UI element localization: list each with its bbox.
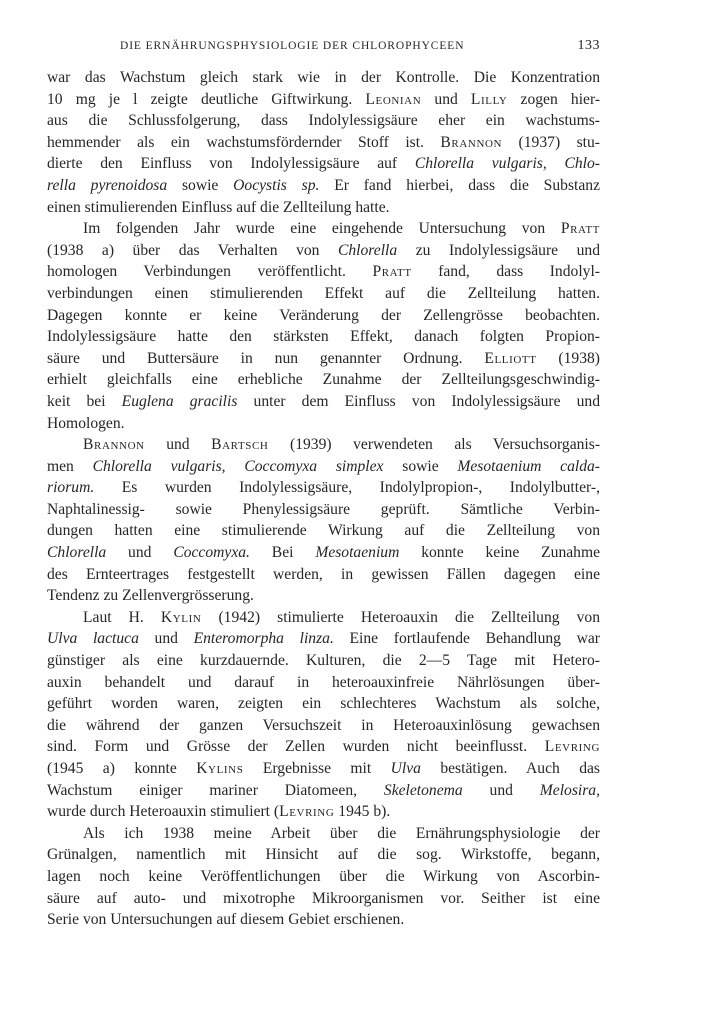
text-line [47,499,600,521]
text-run: wurde durch Heteroauxin stimuliert ( [47,803,280,821]
species-name: Chlorella vulgaris, Coccomyxa simplex [92,457,384,475]
species-name: Skeletonema [383,781,463,799]
text-run: zu Indolylessigsäure und [397,241,600,259]
text-run: Serie von Untersuchungen auf diesem Gebiet erschienen. [47,911,405,929]
text-line [47,520,600,542]
text-line [47,369,600,391]
text-line [47,564,600,586]
text-run: konnte keine Zunahme [399,544,600,562]
text-line [47,67,600,89]
text-line [47,844,600,866]
text-run: fand, dass Indolyl- [411,263,600,281]
author-name: Brannon [83,436,145,454]
text-line [47,801,600,823]
text-run: Als ich 1938 meine Arbeit über die Ernährungsphysiologie der [83,824,600,842]
paragraph [47,218,600,434]
paragraph [47,67,600,218]
text-run: Laut H. [83,608,161,626]
text-run: lagen noch keine Veröffentlichungen über die Wirkung von Ascorbin- [47,867,600,885]
text-line [47,132,600,154]
species-name: Mesotaenium [315,544,400,562]
text-line [47,585,600,607]
text-run: und [138,630,194,648]
author-name: Kylins [196,760,244,777]
text-run: hemmender als ein wachstumsfördernder Stoff ist. [47,133,441,151]
text-run: sowie [167,176,234,194]
text-line [47,305,600,327]
text-run: verbindungen einen stimulierenden Effekt auf die Zellteilung hatten. [47,284,600,302]
species-name: Mesotaenium calda- [457,457,600,475]
species-name: rella pyrenoidosa [47,176,168,194]
author-name: Lilly [470,90,508,108]
text-line [47,780,600,802]
text-run: einen stimulierenden Einfluss auf die Zellteilung hatte. [47,198,390,216]
text-line [47,736,600,758]
text-line [47,391,600,413]
text-run: men [47,457,93,475]
running-head [47,38,600,58]
text-line [47,153,600,175]
text-run: auxin behandelt und darauf in heteroauxinfreie Nährlösungen über- [47,673,600,691]
text-line [47,909,600,931]
species-name: Melosira, [539,781,600,799]
text-run: sind. Form und Grösse der Zellen wurden nicht beeinflusst. [47,738,545,756]
author-name: Brannon [440,133,503,151]
text-line [47,758,600,780]
text-line [47,348,600,370]
species-name: Euglena gracilis [121,392,238,410]
text-run: Bei [249,544,316,562]
paragraph [47,607,600,823]
text-run: (1945 a) konnte [47,760,197,777]
text-run: zogen hier- [507,90,600,108]
text-run: aus die Schlussfolgerung, dass Indolylessigsäure eher ein wachstums- [47,112,600,130]
species-name: Chlorella [337,241,398,259]
text-run: geführt worden waren, zeigten ein schlechteres Wachstum als solche, [47,695,600,713]
text-run: Homologen. [47,414,125,432]
text-run: erhielt gleichfalls eine erhebliche Zunahme der Zellteilungsgeschwindig- [47,371,600,389]
text-run: Grünalgen, namentlich mit Hinsicht auf die sog. Wirkstoffe, begann, [47,846,600,864]
text-run: Ergebnisse mit [243,760,391,777]
text-run: und [462,781,540,799]
text-run: günstiger als eine kurzdauernde. Kulturen, die 2—5 Tage mit Hetero- [47,652,600,670]
author-name: Elliott [484,349,537,367]
text-run: Tendenz zu Zellenvergrösserung. [47,587,254,605]
author-name: Leonian [365,90,422,108]
text-line [47,650,600,672]
species-name: riorum. [47,479,95,497]
text-run: Eine fortlaufende Behandlung war [333,630,600,648]
text-run: (1938 a) über das Verhalten von [47,241,338,259]
text-line [47,456,600,478]
text-line [47,542,600,564]
text-line [47,672,600,694]
text-line [47,240,600,262]
text-run: Naphtalinessig- sowie Phenylessigsäure geprüft. Sämtliche Verbin- [47,500,600,518]
text-line [47,413,600,435]
author-name: Levring [544,738,600,756]
text-run: und [106,544,174,562]
text-run: unter dem Einfluss von Indolylessigsäure und [237,392,600,410]
text-run: 1945 b). [334,803,391,821]
text-line [47,197,600,219]
text-line [47,628,600,650]
author-name: Kylin [160,608,202,626]
text-run: Es wurden Indolylessigsäure, Indolylpropion-, Indolylbutter-, [94,479,600,497]
author-name: Bartsch [211,436,269,454]
text-line [47,326,600,348]
running-title: DIE ERNÄHRUNGSPHYSIOLOGIE DER CHLOROPHYCEEN [120,40,465,52]
text-run: Er fand hierbei, dass die Substanz [319,176,600,194]
text-run: 10 mg je l zeigte deutliche Giftwirkung. [47,90,366,108]
text-line [47,110,600,132]
text-line [47,477,600,499]
text-line [47,261,600,283]
page-number: 133 [577,38,600,53]
author-name: Levring [279,803,335,821]
text-run: keit bei [47,392,122,410]
text-line [47,823,600,845]
text-line [47,866,600,888]
text-line [47,693,600,715]
species-name: Ulva lactuca [47,630,139,648]
body-text [47,67,600,931]
text-line [47,715,600,737]
text-run: die während der ganzen Versuchszeit in Heteroauxinlösung gewachsen [47,716,600,734]
text-run: dungen hatten eine stimulierende Wirkung auf die Zellteilung von [47,522,600,540]
text-run: sowie [383,457,458,475]
paragraph [47,434,600,607]
text-line [47,283,600,305]
text-run: bestätigen. Auch das [420,760,600,777]
text-line [47,175,600,197]
text-run: und [421,90,471,108]
species-name: Oocystis sp. [233,176,320,194]
species-name: Ulva [390,760,421,777]
text-run: des Ernteertrages festgestellt werden, in gewissen Fällen dagegen eine [47,565,600,583]
species-name: Chlorella vulgaris, Chlo- [414,155,600,173]
text-line [47,607,600,629]
text-line [47,89,600,111]
text-run: Im folgenden Jahr wurde eine eingehende Untersuchung von [83,220,561,238]
text-run: dierte den Einfluss von Indolylessigsäure auf [47,155,415,173]
text-run: (1938) [536,349,600,367]
text-run: und [144,436,212,454]
text-line [47,888,600,910]
text-run: war das Wachstum gleich stark wie in der Kontrolle. Die Konzentration [47,69,600,86]
text-run: (1942) stimulierte Heteroauxin die Zellteilung von [201,608,600,626]
species-name: Enteromorpha linza. [193,630,334,648]
author-name: Pratt [372,263,412,281]
text-run: (1937) stu- [502,133,600,151]
text-run: säure auf auto- und mixotrophe Mikroorganismen vor. Seither ist eine [47,889,600,907]
text-run: Indolylessigsäure hatte den stärksten Effekt, danach folgten Propion- [47,328,600,346]
author-name: Pratt [560,220,600,238]
text-run: säure und Buttersäure in nun genannter Ordnung. [47,349,485,367]
species-name: Chlorella [47,544,107,562]
text-line [47,218,600,240]
species-name: Coccomyxa. [173,544,250,562]
text-run: Wachstum einiger mariner Diatomeen, [47,781,384,799]
text-run: (1939) verwendeten als Versuchsorganis- [268,436,600,454]
text-run: Dagegen konnte er keine Veränderung der Zellengrösse beobachten. [47,306,600,324]
paragraph [47,823,600,931]
text-line [47,434,600,456]
text-run: homologen Verbindungen veröffentlicht. [47,263,373,281]
